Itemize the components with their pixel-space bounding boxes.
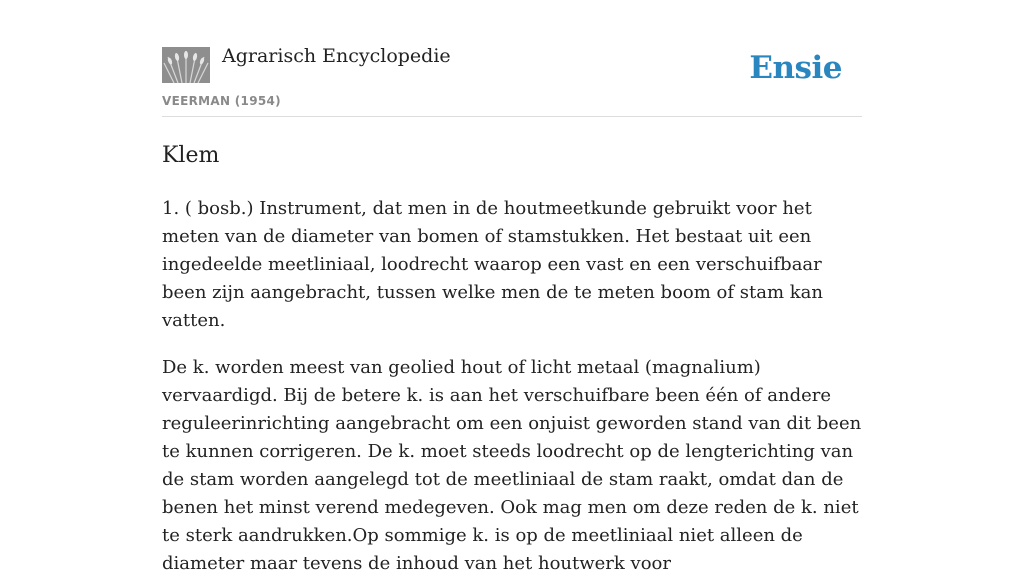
wheat-logo-icon [162,47,210,83]
entry-paragraph: De k. worden meest van geolied hout of licht metaal (magnalium) vervaardigd. Bij de betere k. is aan het verschuifbare been één of andere reguleerinrichting aangebracht om een onjuist geworden stand van dit been te kunnen corrigeren. De k. moet steeds loodrecht op de lengterichting van de stam worden aangelegd tot de meetliniaal de stam raakt, omdat dan de benen het minst verend medegeven. Ook mag men om deze reden de k. niet te sterk aandrukken.Op sommige k. is op de meetliniaal niet alleen de diameter maar tevens de inhoud van het houtwerk voor [162,357,862,574]
ensie-brand-link[interactable]: Ensie [749,50,842,86]
entry-title: Klem [162,143,220,168]
book-title[interactable]: Agrarisch Encyclopedie [222,45,451,67]
book-author-year[interactable]: VEERMAN (1954) [162,94,281,108]
entry-paragraph: 1. ( bosb.) Instrument, dat men in de houtmeetkunde gebruikt voor het meten van de diameter van bomen of stamstukken. Het bestaat uit een ingedeelde meetliniaal, loodrecht waarop een vast en een verschuifbaar been zijn aangebracht, tussen welke men de te meten boom of stam kan vatten. [162,198,823,331]
main-content [162,0,862,578]
header [162,0,862,117]
